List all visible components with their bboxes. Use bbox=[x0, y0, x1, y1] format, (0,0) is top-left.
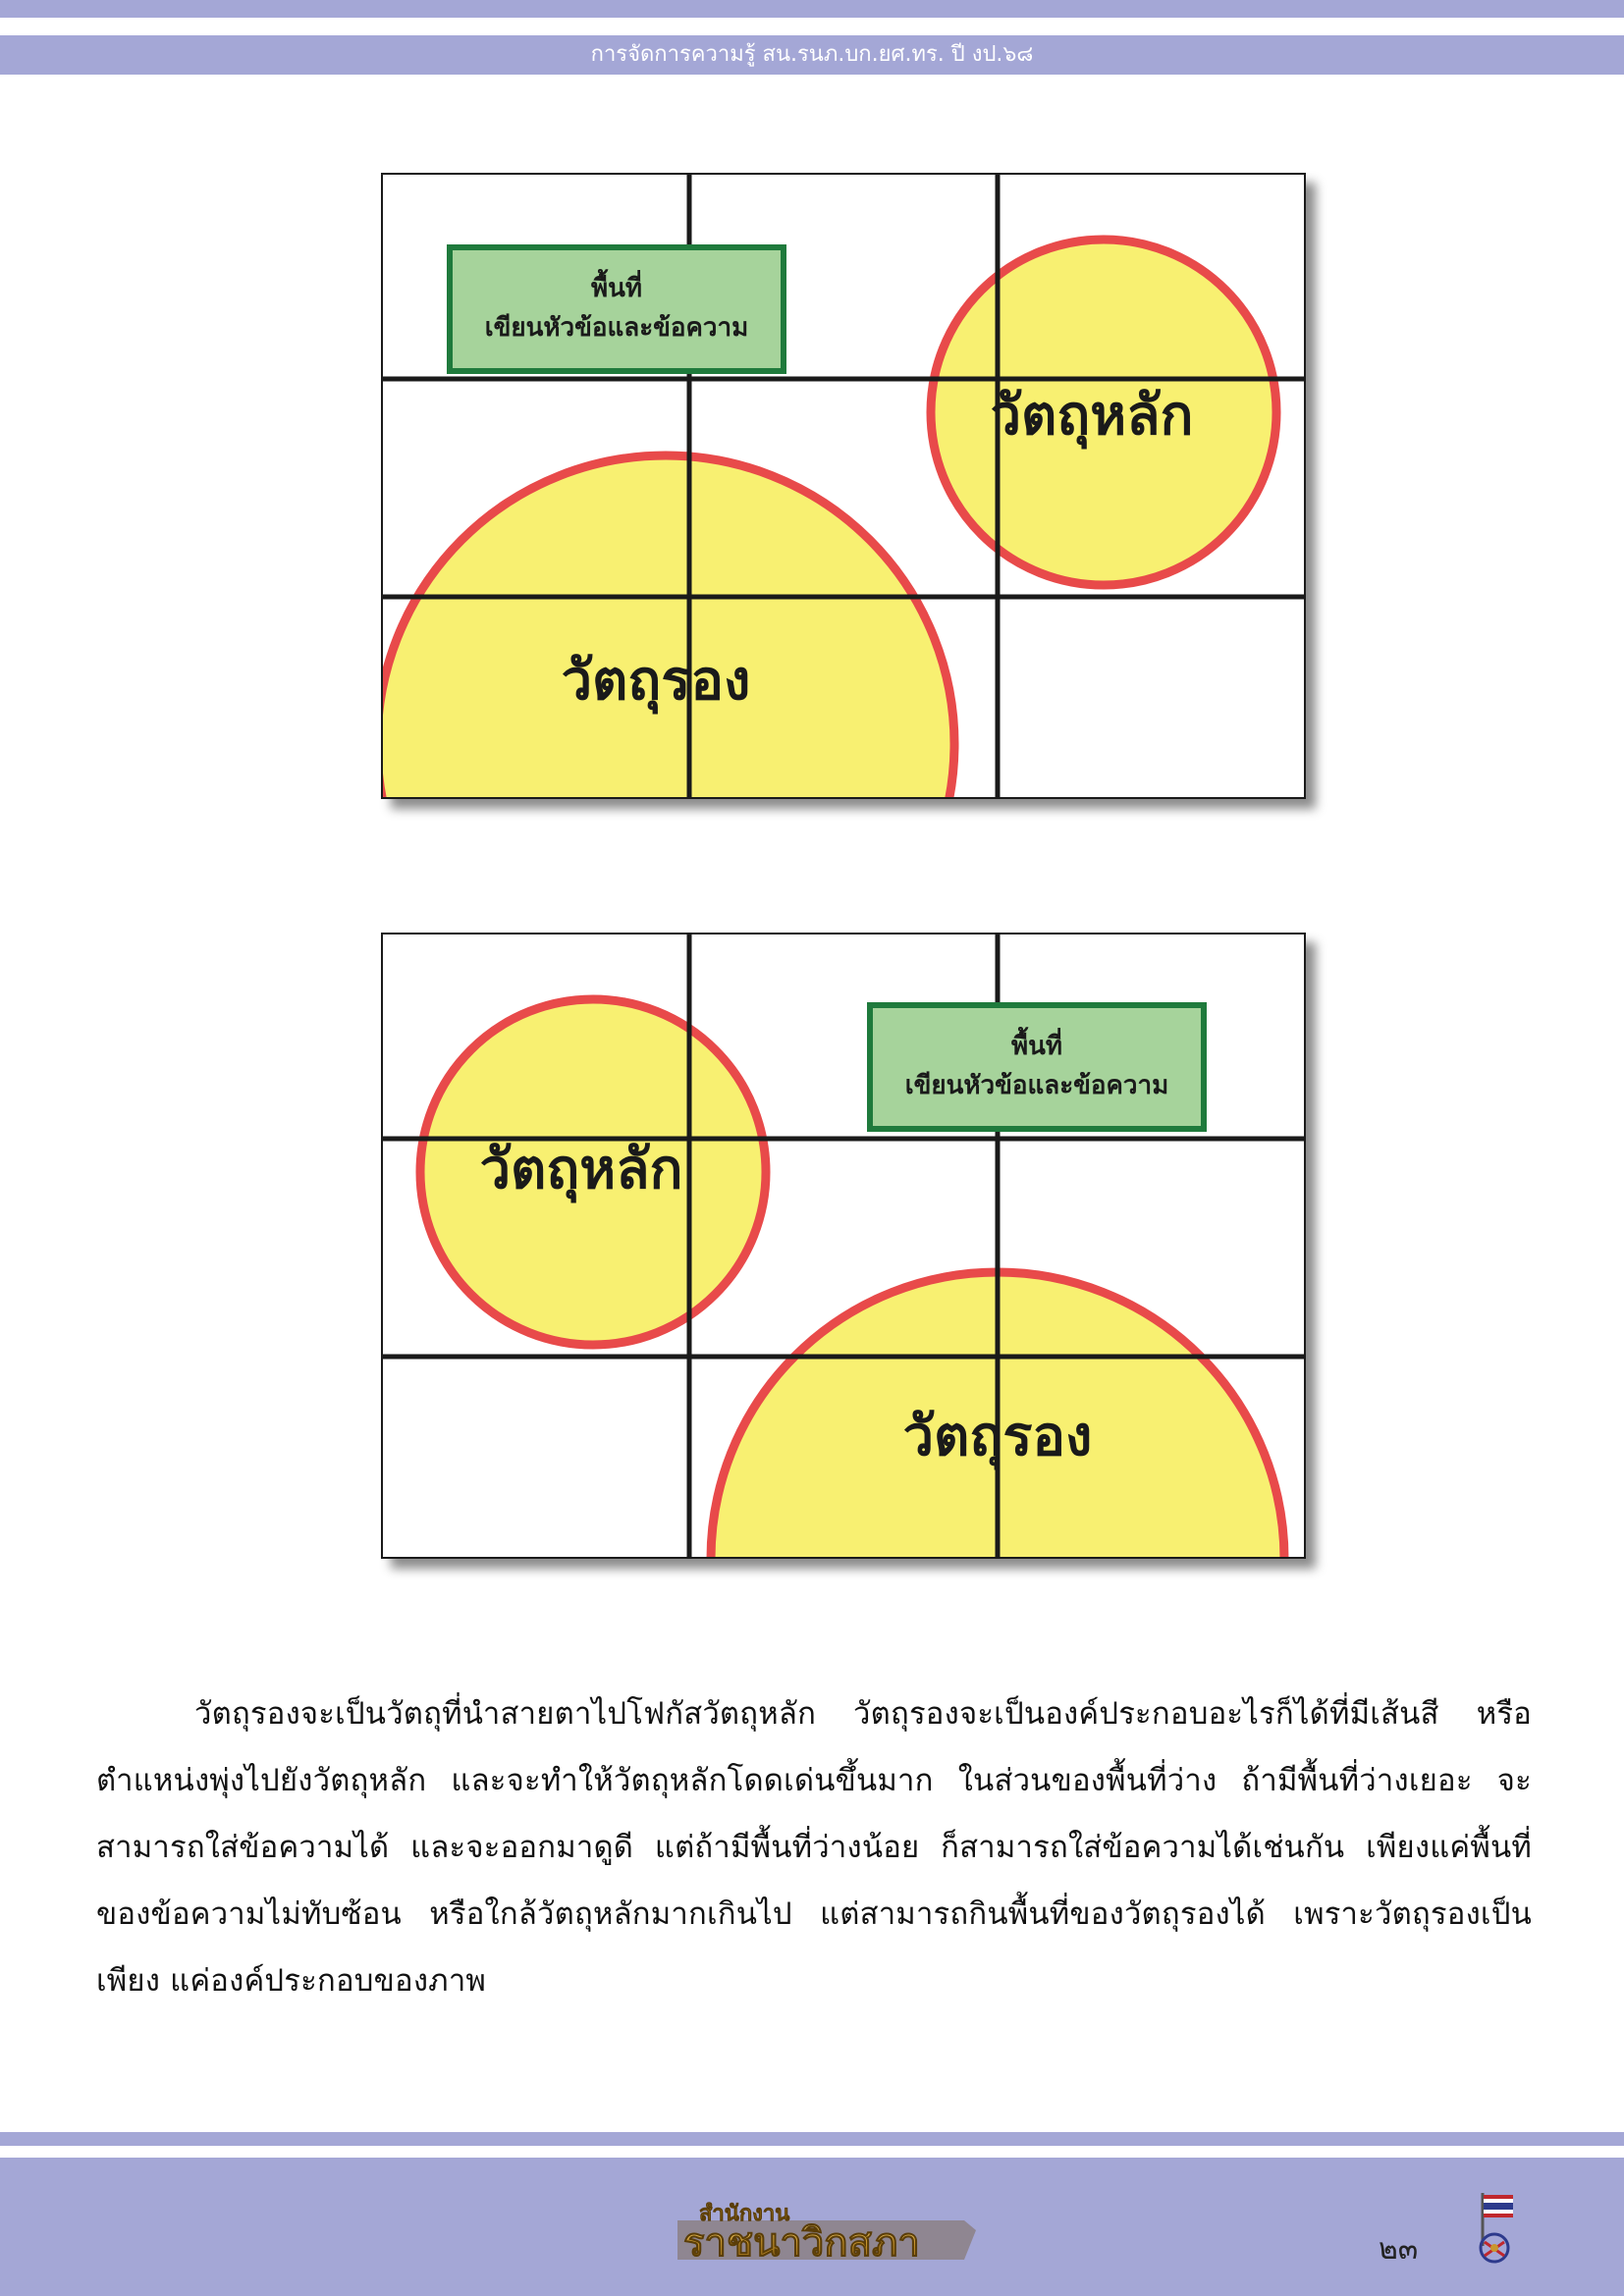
text-area-label-line-1: พื้นที่ bbox=[590, 274, 643, 303]
office-logo bbox=[670, 2191, 980, 2268]
text-area-box bbox=[870, 1005, 1204, 1129]
logo-text-main: ราชนาวิกสภา bbox=[683, 2219, 920, 2266]
text-area-label-line-2: เขียนหัวข้อและข้อความ bbox=[484, 313, 749, 343]
main-object-label: วัตถุหลัก bbox=[479, 1137, 683, 1201]
logo-text-top: สำนักงาน bbox=[699, 2201, 790, 2226]
text-area-label-line-1: พื้นที่ bbox=[1010, 1032, 1063, 1061]
secondary-object-label: วัตถุรอง bbox=[561, 648, 751, 713]
header-band bbox=[0, 35, 1624, 75]
rule-of-thirds-figure-1 bbox=[381, 173, 1306, 799]
text-area-label-line-2: เขียนหัวข้อและข้อความ bbox=[904, 1071, 1169, 1100]
main-object-label: วัตถุหลัก bbox=[990, 383, 1194, 448]
header-title: การจัดการความรู้ สน.รนภ.บก.ยศ.ทร. ปี งป.๖๘ bbox=[590, 42, 1034, 67]
secondary-object-label: วัตถุรอง bbox=[902, 1404, 1093, 1468]
text-area-box bbox=[450, 247, 784, 371]
rule-of-thirds-figure-2 bbox=[381, 933, 1306, 1559]
body-paragraph: วัตถุรองจะเป็นวัตถุที่นำสายตาไปโฟกัสวัตถุหลัก วัตถุรองจะเป็นองค์ประกอบอะไรก็ได้ที่มีเส้นสี หรือตำแหน่งพุ่งไปยังวัตถุหลัก และจะทำให้วัตถุหลักโดดเด่นขึ้นมาก ในส่วนของพื้นที่ว่าง ถ้ามีพื้นที่ว่างเยอะ จะสามารถใส่ข้อความได้ และจะออกมาดูดี แต่ถ้ามีพื้นที่ว่างน้อย ก็สามารถใส่ข้อความได้เช่นกัน เพียงแค่พื้นที่ ของข้อความไม่ทับซ้อน หรือใกล้วัตถุหลักมากเกินไป แต่สามารถกินพื้นที่ของวัตถุรองได้ เพราะวัตถุรองเป็นเพียง แค่องค์ประกอบของภาพ bbox=[96, 1696, 1532, 1999]
top-stripe bbox=[0, 0, 1624, 18]
bottom-stripe bbox=[0, 2132, 1624, 2146]
figure-2-canvas bbox=[381, 933, 1306, 1559]
body-paragraph-block bbox=[96, 1681, 1532, 2014]
figure-1-canvas bbox=[381, 173, 1306, 799]
page-number: ๒๓ bbox=[1379, 2232, 1419, 2267]
navy-flag-icon bbox=[1467, 2187, 1530, 2275]
